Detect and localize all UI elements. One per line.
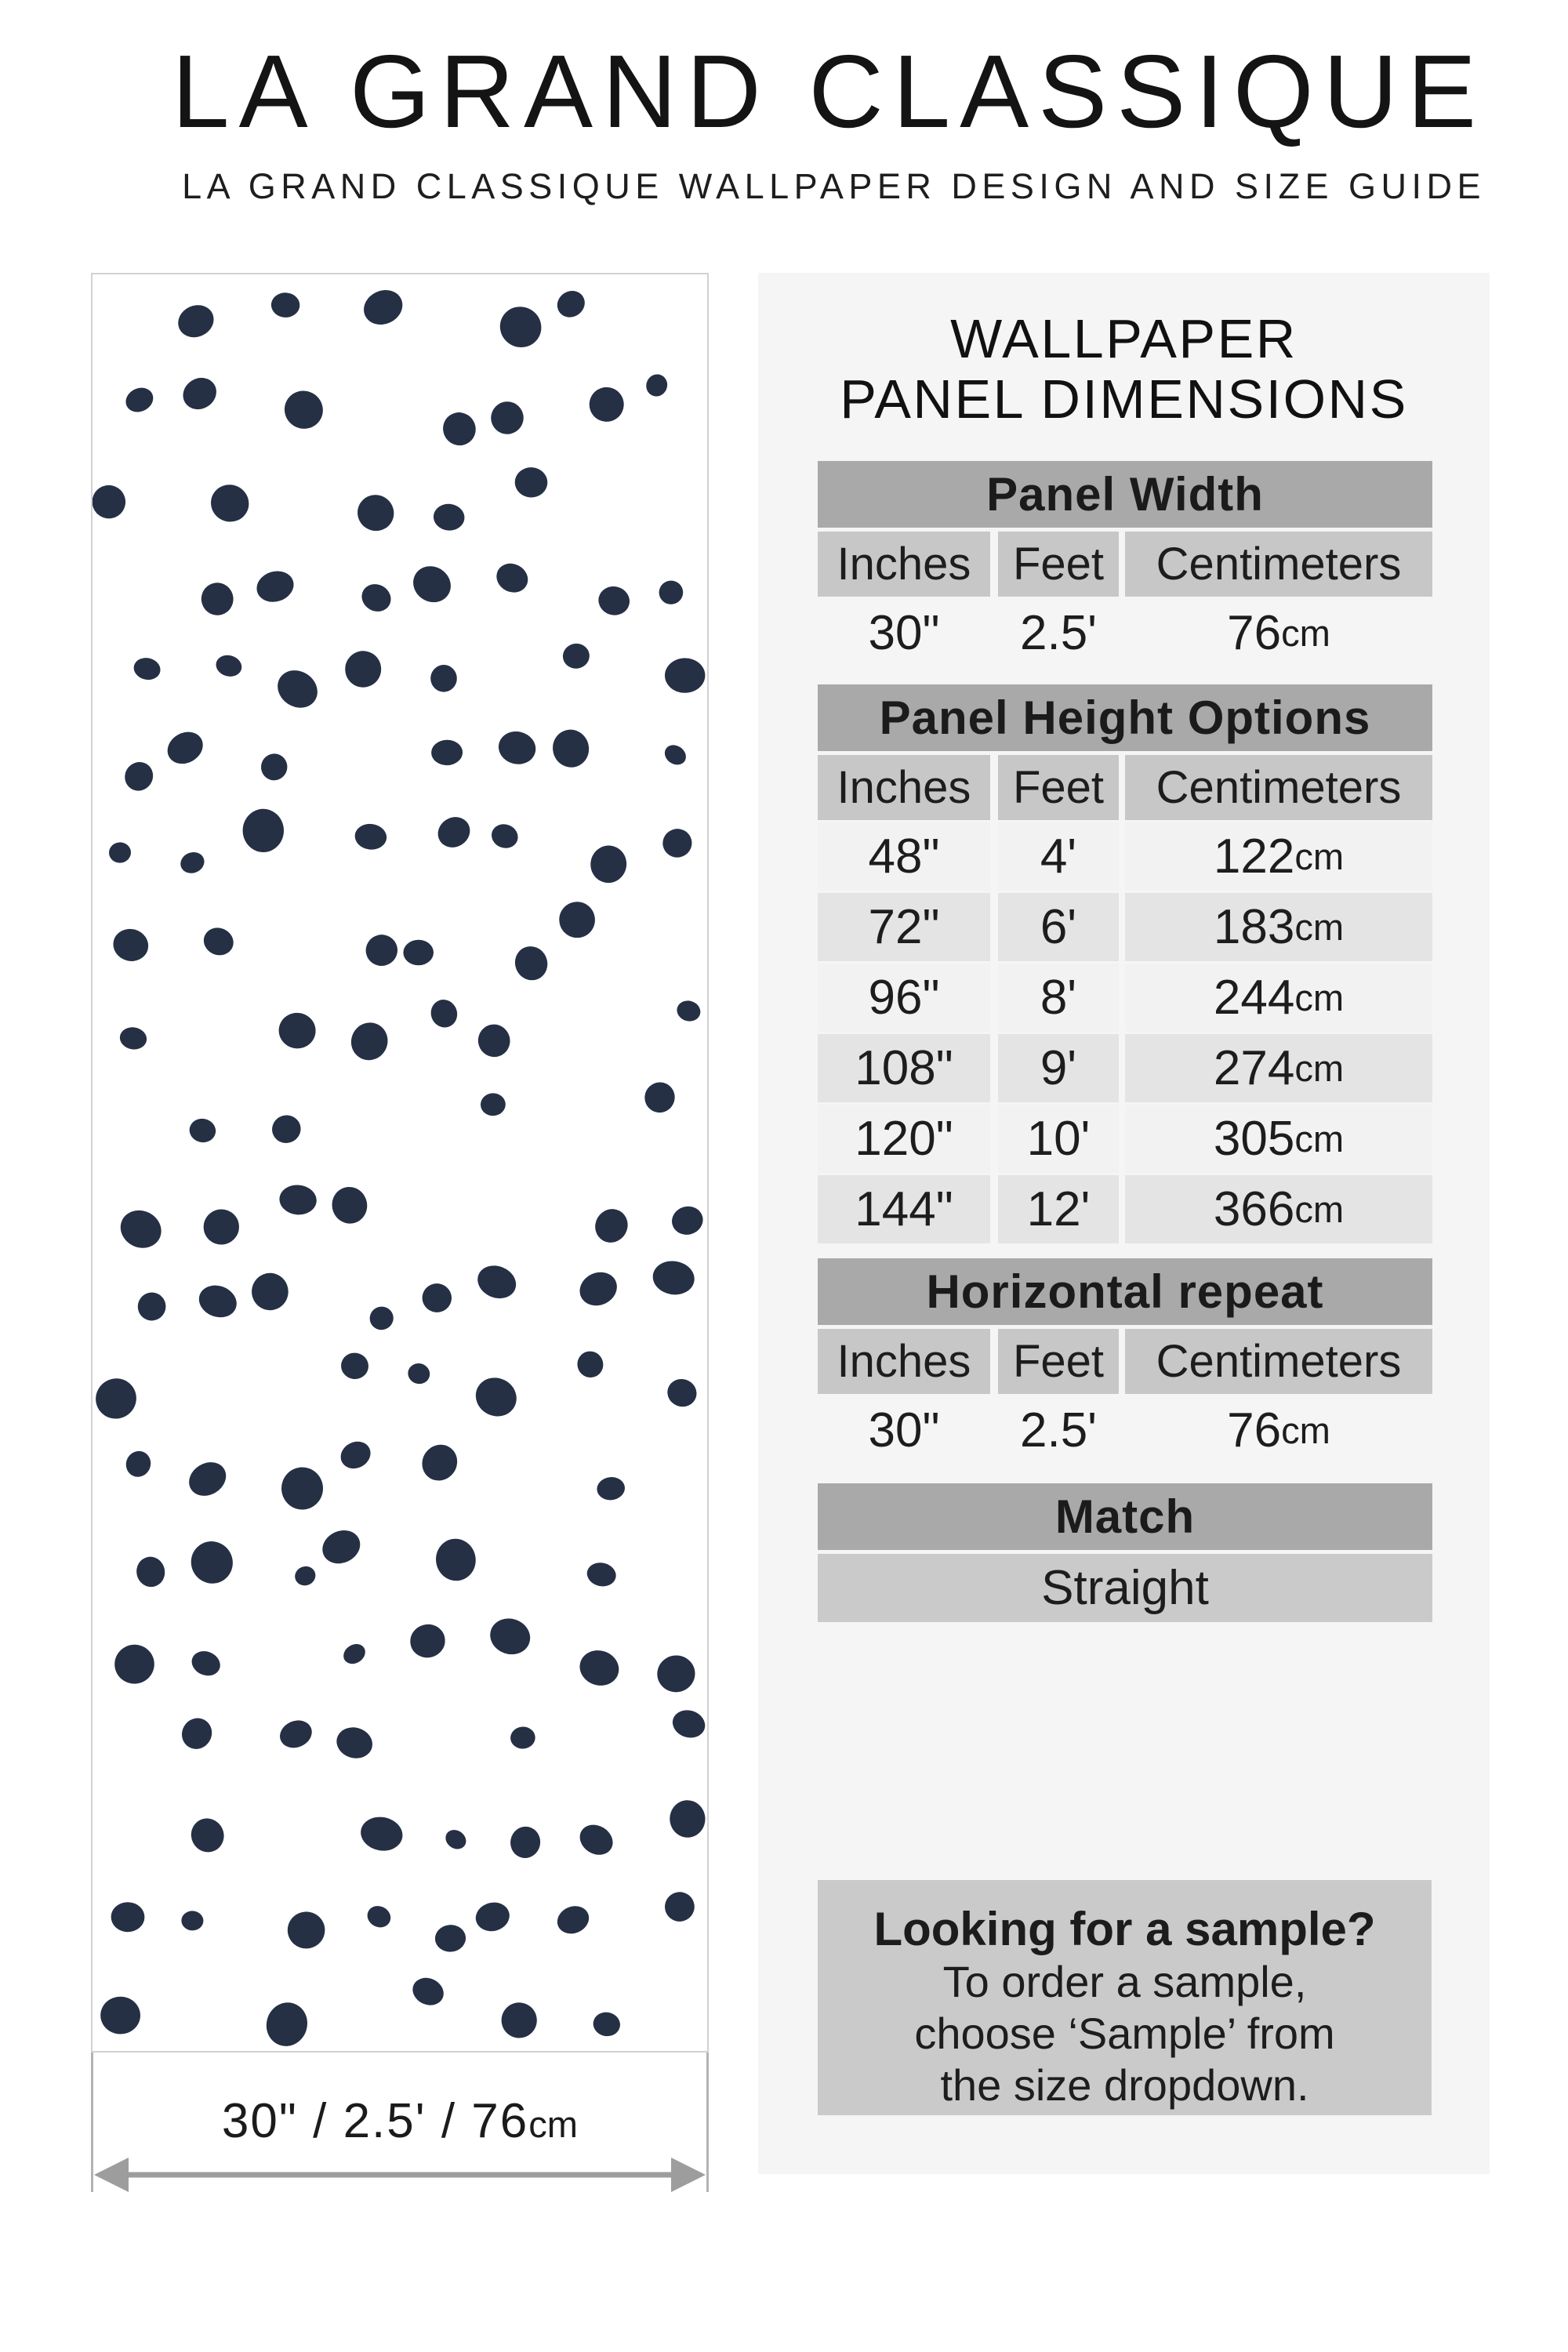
pattern-dot — [492, 299, 548, 355]
pattern-dot — [242, 808, 284, 852]
pattern-dot — [345, 1017, 394, 1066]
sample-box-line: choose ‘Sample’ from — [914, 2009, 1335, 2058]
pattern-dot — [350, 488, 401, 538]
column-header-cell: Inches — [818, 755, 990, 820]
pattern-dot — [640, 1077, 680, 1117]
pattern-dot — [336, 1436, 376, 1473]
table-row — [818, 1175, 1432, 1243]
pattern-dot — [575, 1266, 622, 1312]
pattern-dot — [643, 371, 671, 400]
header — [172, 34, 1486, 207]
value-cell: 48" — [818, 822, 990, 891]
pattern-dot — [588, 843, 630, 886]
value-cell: 366 cm — [1125, 1175, 1432, 1243]
value-cell: 183 cm — [1125, 893, 1432, 961]
pattern-dot — [442, 1826, 470, 1853]
sample-box-heading: Looking for a sample? — [873, 1903, 1376, 1955]
brand-title: LA GRAND CLASSIQUE — [172, 34, 1486, 149]
width-measurement — [91, 2053, 709, 2194]
column-header-cell: Centimeters — [1125, 1329, 1432, 1394]
value-cell: 2.5' — [1019, 606, 1098, 660]
pattern-dot — [100, 1996, 141, 2034]
value-cell: 6' — [998, 893, 1119, 961]
pattern-dot — [108, 841, 132, 864]
value-cell: 120" — [818, 1105, 990, 1173]
pattern-dot — [403, 940, 434, 966]
pattern-dot — [492, 558, 533, 597]
pattern-dot — [660, 826, 695, 860]
table-row — [818, 599, 1432, 667]
value-cell: 76 cm — [1227, 1403, 1330, 1457]
table-header-row — [818, 755, 1432, 820]
table-title-bar: Panel Height Options — [818, 684, 1432, 751]
pattern-dot — [339, 1640, 368, 1668]
sample-box-line: To order a sample, — [942, 1957, 1307, 2006]
table-row — [818, 1554, 1432, 1622]
pattern-dot — [281, 1466, 325, 1511]
value-cell: 8' — [998, 964, 1119, 1032]
pattern-dot — [488, 820, 521, 851]
pattern-dot — [122, 1447, 155, 1481]
pattern-dot — [588, 387, 625, 423]
value-cell: 96" — [818, 964, 990, 1032]
table-panel-height-options — [818, 684, 1432, 1246]
pattern-dot — [364, 1902, 394, 1931]
table-title-bar: Horizontal repeat — [818, 1258, 1432, 1325]
pattern-dot — [186, 1813, 230, 1857]
table-horizontal-repeat — [818, 1258, 1432, 1467]
pattern-dot — [554, 897, 601, 943]
width-measurement-label: 30" / 2.5' / 76cm — [221, 2094, 579, 2148]
pattern-dot — [122, 383, 157, 416]
pattern-dot — [405, 1361, 432, 1386]
column-header-cell: Centimeters — [1125, 532, 1432, 597]
pattern-dot — [651, 1258, 697, 1298]
wallpaper-preview-panel — [91, 273, 709, 2053]
column-header-cell: Feet — [998, 755, 1119, 820]
pattern-dot — [485, 1613, 535, 1660]
value-cell: 4' — [998, 822, 1119, 891]
pattern-dot — [328, 1183, 372, 1227]
pattern-dot — [596, 1475, 626, 1501]
column-header-cell: Inches — [818, 532, 990, 597]
pattern-dot — [270, 292, 300, 318]
pattern-dot — [406, 1621, 448, 1662]
pattern-dot — [132, 655, 162, 682]
pattern-dot — [188, 1647, 224, 1680]
polka-dot-pattern — [93, 274, 707, 2051]
pattern-dot — [658, 579, 684, 606]
pattern-dot — [596, 583, 633, 619]
pattern-dot — [437, 406, 482, 452]
pattern-dot — [194, 1280, 241, 1323]
value-cell: 244 cm — [1125, 964, 1432, 1032]
pattern-dot — [434, 1924, 467, 1953]
column-header-cell: Feet — [998, 1329, 1119, 1394]
value-cell: 30" — [868, 1403, 940, 1457]
table-panel-width — [818, 461, 1432, 670]
table-row — [818, 822, 1432, 891]
value-cell: 144" — [818, 1175, 990, 1243]
pattern-dot — [200, 924, 238, 960]
pattern-dot — [183, 1534, 241, 1592]
table-match — [818, 1483, 1432, 1622]
pattern-dot — [589, 1203, 633, 1249]
pattern-dot — [669, 1203, 706, 1238]
pattern-dot — [659, 1887, 699, 1927]
pattern-dot — [213, 652, 244, 679]
column-header-cell: Inches — [818, 1329, 990, 1394]
value-cell: Straight — [818, 1554, 1432, 1622]
pattern-dot — [183, 1456, 232, 1503]
pattern-dot — [416, 1438, 465, 1487]
table-row — [818, 893, 1432, 961]
pattern-dot — [514, 466, 548, 498]
pattern-dot — [669, 1706, 707, 1741]
pattern-dot — [665, 658, 706, 693]
pattern-dot — [252, 1272, 289, 1310]
brand-subtitle: LA GRAND CLASSIQUE WALLPAPER DESIGN AND SIZE GUIDE — [182, 166, 1486, 206]
pattern-dot — [431, 739, 463, 765]
value-cell: 12' — [998, 1175, 1119, 1243]
value-cell: 10' — [998, 1105, 1119, 1173]
pattern-dot — [111, 1902, 145, 1933]
column-header-cell: Centimeters — [1125, 755, 1432, 820]
pattern-dot — [363, 931, 401, 969]
pattern-dot — [286, 1911, 325, 1950]
pattern-dot — [200, 1206, 242, 1248]
value-cell: 9' — [998, 1034, 1119, 1102]
pattern-dot — [427, 996, 462, 1031]
pattern-dot — [93, 1370, 144, 1426]
pattern-dot — [278, 1183, 318, 1216]
pattern-dot — [367, 1304, 397, 1334]
pattern-dot — [343, 648, 383, 690]
table-row — [818, 1396, 1432, 1465]
sample-info-box — [818, 1880, 1432, 2115]
pattern-dot — [277, 1011, 318, 1051]
pattern-dot — [261, 1997, 314, 2051]
value-cell: 76 cm — [1227, 606, 1330, 660]
pattern-dot — [549, 725, 593, 771]
pattern-dot — [473, 1899, 513, 1935]
value-cell: 72" — [818, 893, 990, 961]
pattern-dot — [278, 384, 329, 436]
table-title-bar: Panel Width — [818, 461, 1432, 528]
table-header-row — [818, 1329, 1432, 1394]
pattern-dot — [354, 822, 388, 851]
dimensions-heading-line1: WALLPAPER — [950, 308, 1298, 369]
value-cell: 30" — [868, 606, 940, 660]
pattern-dot — [333, 1723, 376, 1762]
pattern-dot — [177, 372, 223, 416]
table-row — [818, 964, 1432, 1032]
pattern-dot — [181, 1911, 204, 1931]
pattern-dot — [473, 1260, 521, 1304]
pattern-dot — [270, 663, 325, 716]
value-cell: 2.5' — [1019, 1403, 1098, 1457]
pattern-dot — [292, 1563, 318, 1588]
pattern-dot — [669, 1799, 706, 1838]
pattern-dot — [495, 728, 539, 768]
pattern-dot — [420, 1282, 453, 1314]
pattern-dot — [173, 299, 220, 343]
pattern-dot — [134, 1289, 169, 1324]
pattern-dot — [93, 479, 132, 525]
pattern-dot — [357, 579, 396, 616]
pattern-dot — [268, 1112, 304, 1147]
pattern-dot — [674, 998, 702, 1024]
pattern-dot — [561, 642, 591, 670]
pattern-dot — [406, 559, 457, 609]
value-cell: 108" — [818, 1034, 990, 1102]
pattern-dot — [575, 1646, 624, 1691]
table-header-row — [818, 532, 1432, 597]
pattern-dot — [114, 1203, 168, 1254]
pattern-dot — [552, 285, 590, 322]
pattern-dot — [110, 925, 152, 965]
pattern-dot — [177, 849, 207, 877]
pattern-dot — [485, 395, 529, 441]
dimensions-heading-line2: PANEL DIMENSIONS — [840, 368, 1408, 430]
dimensions-heading — [758, 309, 1490, 430]
pattern-dot — [432, 503, 466, 532]
pattern-dot — [655, 1653, 698, 1695]
pattern-dot — [510, 1726, 535, 1749]
pattern-dot — [663, 1375, 700, 1411]
pattern-dot — [430, 665, 457, 692]
pattern-dot — [480, 1093, 506, 1116]
pattern-dot — [591, 2010, 622, 2038]
pattern-dot — [133, 1554, 168, 1590]
pattern-dot — [162, 726, 209, 770]
pattern-dot — [474, 1021, 514, 1061]
sample-box-line: the size dropdown. — [940, 2060, 1309, 2110]
pattern-dot — [358, 284, 408, 331]
pattern-dot — [113, 1643, 156, 1686]
pattern-dot — [469, 1371, 523, 1424]
pattern-dot — [408, 1973, 448, 2010]
pattern-dot — [187, 1116, 218, 1145]
width-arrow — [91, 2053, 709, 2194]
pattern-dot — [508, 1824, 543, 1861]
pattern-dot — [575, 1819, 619, 1860]
value-cell: 305 cm — [1125, 1105, 1432, 1173]
pattern-dot — [205, 479, 255, 528]
pattern-dot — [432, 811, 475, 854]
value-cell: 122 cm — [1125, 822, 1432, 891]
pattern-dot — [176, 1713, 218, 1755]
table-row — [818, 1105, 1432, 1173]
pattern-dot — [661, 741, 690, 768]
table-row — [818, 1034, 1432, 1102]
pattern-dot — [118, 1025, 149, 1051]
pattern-dot — [553, 1901, 593, 1938]
pattern-dot — [200, 581, 235, 617]
pattern-dot — [358, 1813, 405, 1854]
pattern-dot — [276, 1715, 317, 1752]
dimensions-panel — [758, 273, 1490, 2174]
pattern-dot — [339, 1351, 371, 1381]
table-title-bar: Match — [818, 1483, 1432, 1550]
pattern-dot — [510, 942, 553, 985]
pattern-dot — [317, 1524, 365, 1570]
pattern-dot — [496, 1998, 542, 2043]
pattern-dot — [252, 567, 297, 607]
pattern-dot — [433, 1535, 480, 1584]
pattern-dot — [585, 1560, 619, 1589]
pattern-dot — [573, 1347, 608, 1381]
column-header-cell: Feet — [998, 532, 1119, 597]
pattern-dot — [119, 757, 158, 796]
pattern-dot — [258, 750, 290, 783]
value-cell: 274 cm — [1125, 1034, 1432, 1102]
